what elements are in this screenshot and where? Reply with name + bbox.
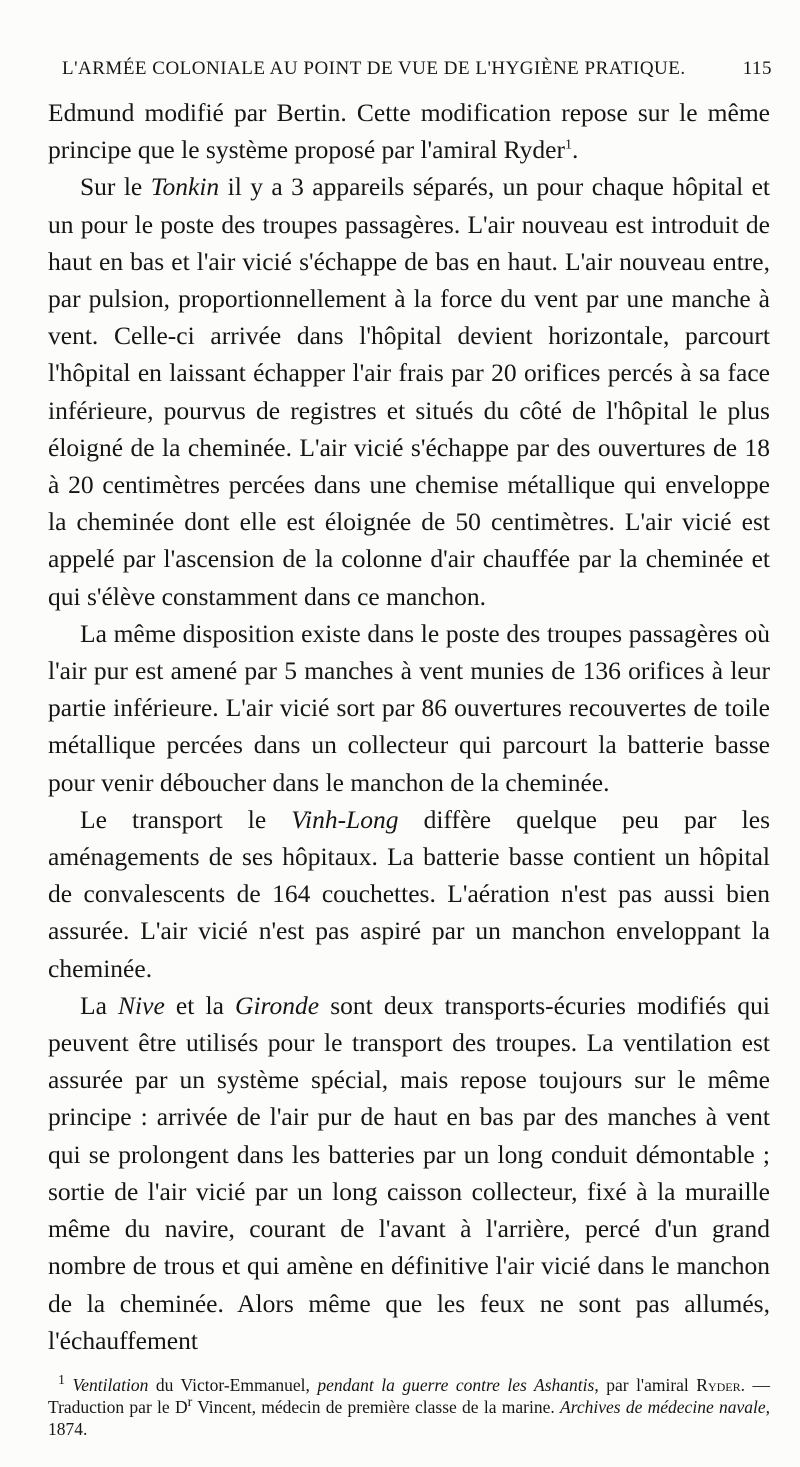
paragraph-5 (48, 987, 770, 1359)
footnote-segment: pendant la guerre contre les Ashantis (317, 1375, 595, 1395)
footnote-1 (48, 1374, 770, 1440)
footnote-text (48, 1375, 770, 1439)
footnote-segment: r (187, 1395, 193, 1411)
page-number: 115 (742, 58, 772, 79)
text-segment: La (80, 990, 119, 1020)
footnote-segment: , par l'amiral (594, 1375, 697, 1395)
text-segment: Sur le (80, 172, 151, 202)
footnote-segment: du Victor-Emmanuel, (148, 1375, 318, 1395)
paragraph-3 (48, 615, 770, 801)
footnote-segment: Ryder (696, 1375, 741, 1395)
body-text (48, 94, 770, 1359)
text-segment: Le transport le (80, 804, 292, 834)
text-segment: Gironde (235, 990, 320, 1020)
paragraph-1 (48, 94, 770, 168)
footnotes (48, 1374, 770, 1440)
running-head (62, 58, 772, 80)
footnote-segment: . — Traduction par le D (48, 1375, 771, 1417)
footnote-marker: 1 (58, 1373, 65, 1389)
footnote-segment: Archives de médecine navale (560, 1397, 766, 1417)
text-segment: Nive (118, 990, 165, 1020)
paragraph-2 (48, 168, 770, 614)
running-head-title: L'ARMÉE COLONIALE AU POINT DE VUE DE L'HYGIÈNE PRATIQUE. (62, 58, 686, 79)
paragraph-4 (48, 801, 770, 987)
text-segment: et la (164, 990, 236, 1020)
text-segment: . (571, 135, 579, 165)
footnote-segment: , 1874. (48, 1397, 770, 1439)
text-segment: sont deux transports-écuries modifiés qui peuvent être utilisés pour le transport des troupes. La ventilation est assurée par un système spécial, mais repose toujours sur le même principe : arrivée de l'air pur de haut en bas par des manches à vent qui se prolongent dans les batteries par un long conduit démontable ; sortie de l'air vicié par un long caisson collecteur, fixé à la muraille même du navire, courant de l'avant à l'arrière, percé d'un grand nombre de trous et qui amène en définitive l'air vicié dans le manchon de la cheminée. Alors même que les feux ne sont pas allumés, l'échauffement (48, 990, 770, 1355)
text-segment: La même disposition existe dans le poste des troupes passagères où l'air pur est amené par 5 manches à vent munies de 136 orifices à leur partie inférieure. L'air vicié sort par 86 ouvertures recouvertes de toile métallique percées dans un collecteur qui parcourt la batterie basse pour venir déboucher dans le manchon de la cheminée. (48, 618, 770, 797)
text-segment: 1 (564, 137, 572, 153)
text-segment: diffère quelque peu par les aménagements de ses hôpitaux. La batterie basse contient un hôpital de convalescents de 164 couchettes. L'aération n'est pas aussi bien assurée. L'air vicié n'est pas aspiré par un manchon enveloppant la cheminée. (48, 804, 770, 983)
footnote-segment: Ventilation (72, 1375, 149, 1395)
text-segment: Vinh-Long (291, 804, 399, 834)
text-segment: Tonkin (150, 172, 220, 202)
text-segment: il y a 3 appareils séparés, un pour chaque hôpital et un pour le poste des troupes passagères. L'air nouveau est introduit de haut en bas et l'air vicié s'échappe de bas en haut. L'air nouveau entre, par pulsion, proportionnellement à la force du vent par une manche à vent. Celle-ci arrivée dans l'hôpital devient horizontale, parcourt l'hôpital en laissant échapper l'air frais par 20 orifices percés à sa face inférieure, pourvus de registres et situés du côté de l'hôpital le plus éloigné de la cheminée. L'air vicié s'échappe par des ouvertures de 18 à 20 centimètres percées dans une chemise métallique qui enveloppe la cheminée dont elle est éloignée de 50 centimètres. L'air vicié est appelé par l'ascension de la colonne d'air chauffée par la cheminée et qui s'élève constamment dans ce manchon. (48, 172, 770, 611)
text-segment: Edmund modifié par Bertin. Cette modification repose sur le même principe que le système proposé par l'amiral Ryder (48, 98, 770, 165)
footnote-segment: Vincent, médecin de première classe de la marine. (192, 1397, 560, 1417)
